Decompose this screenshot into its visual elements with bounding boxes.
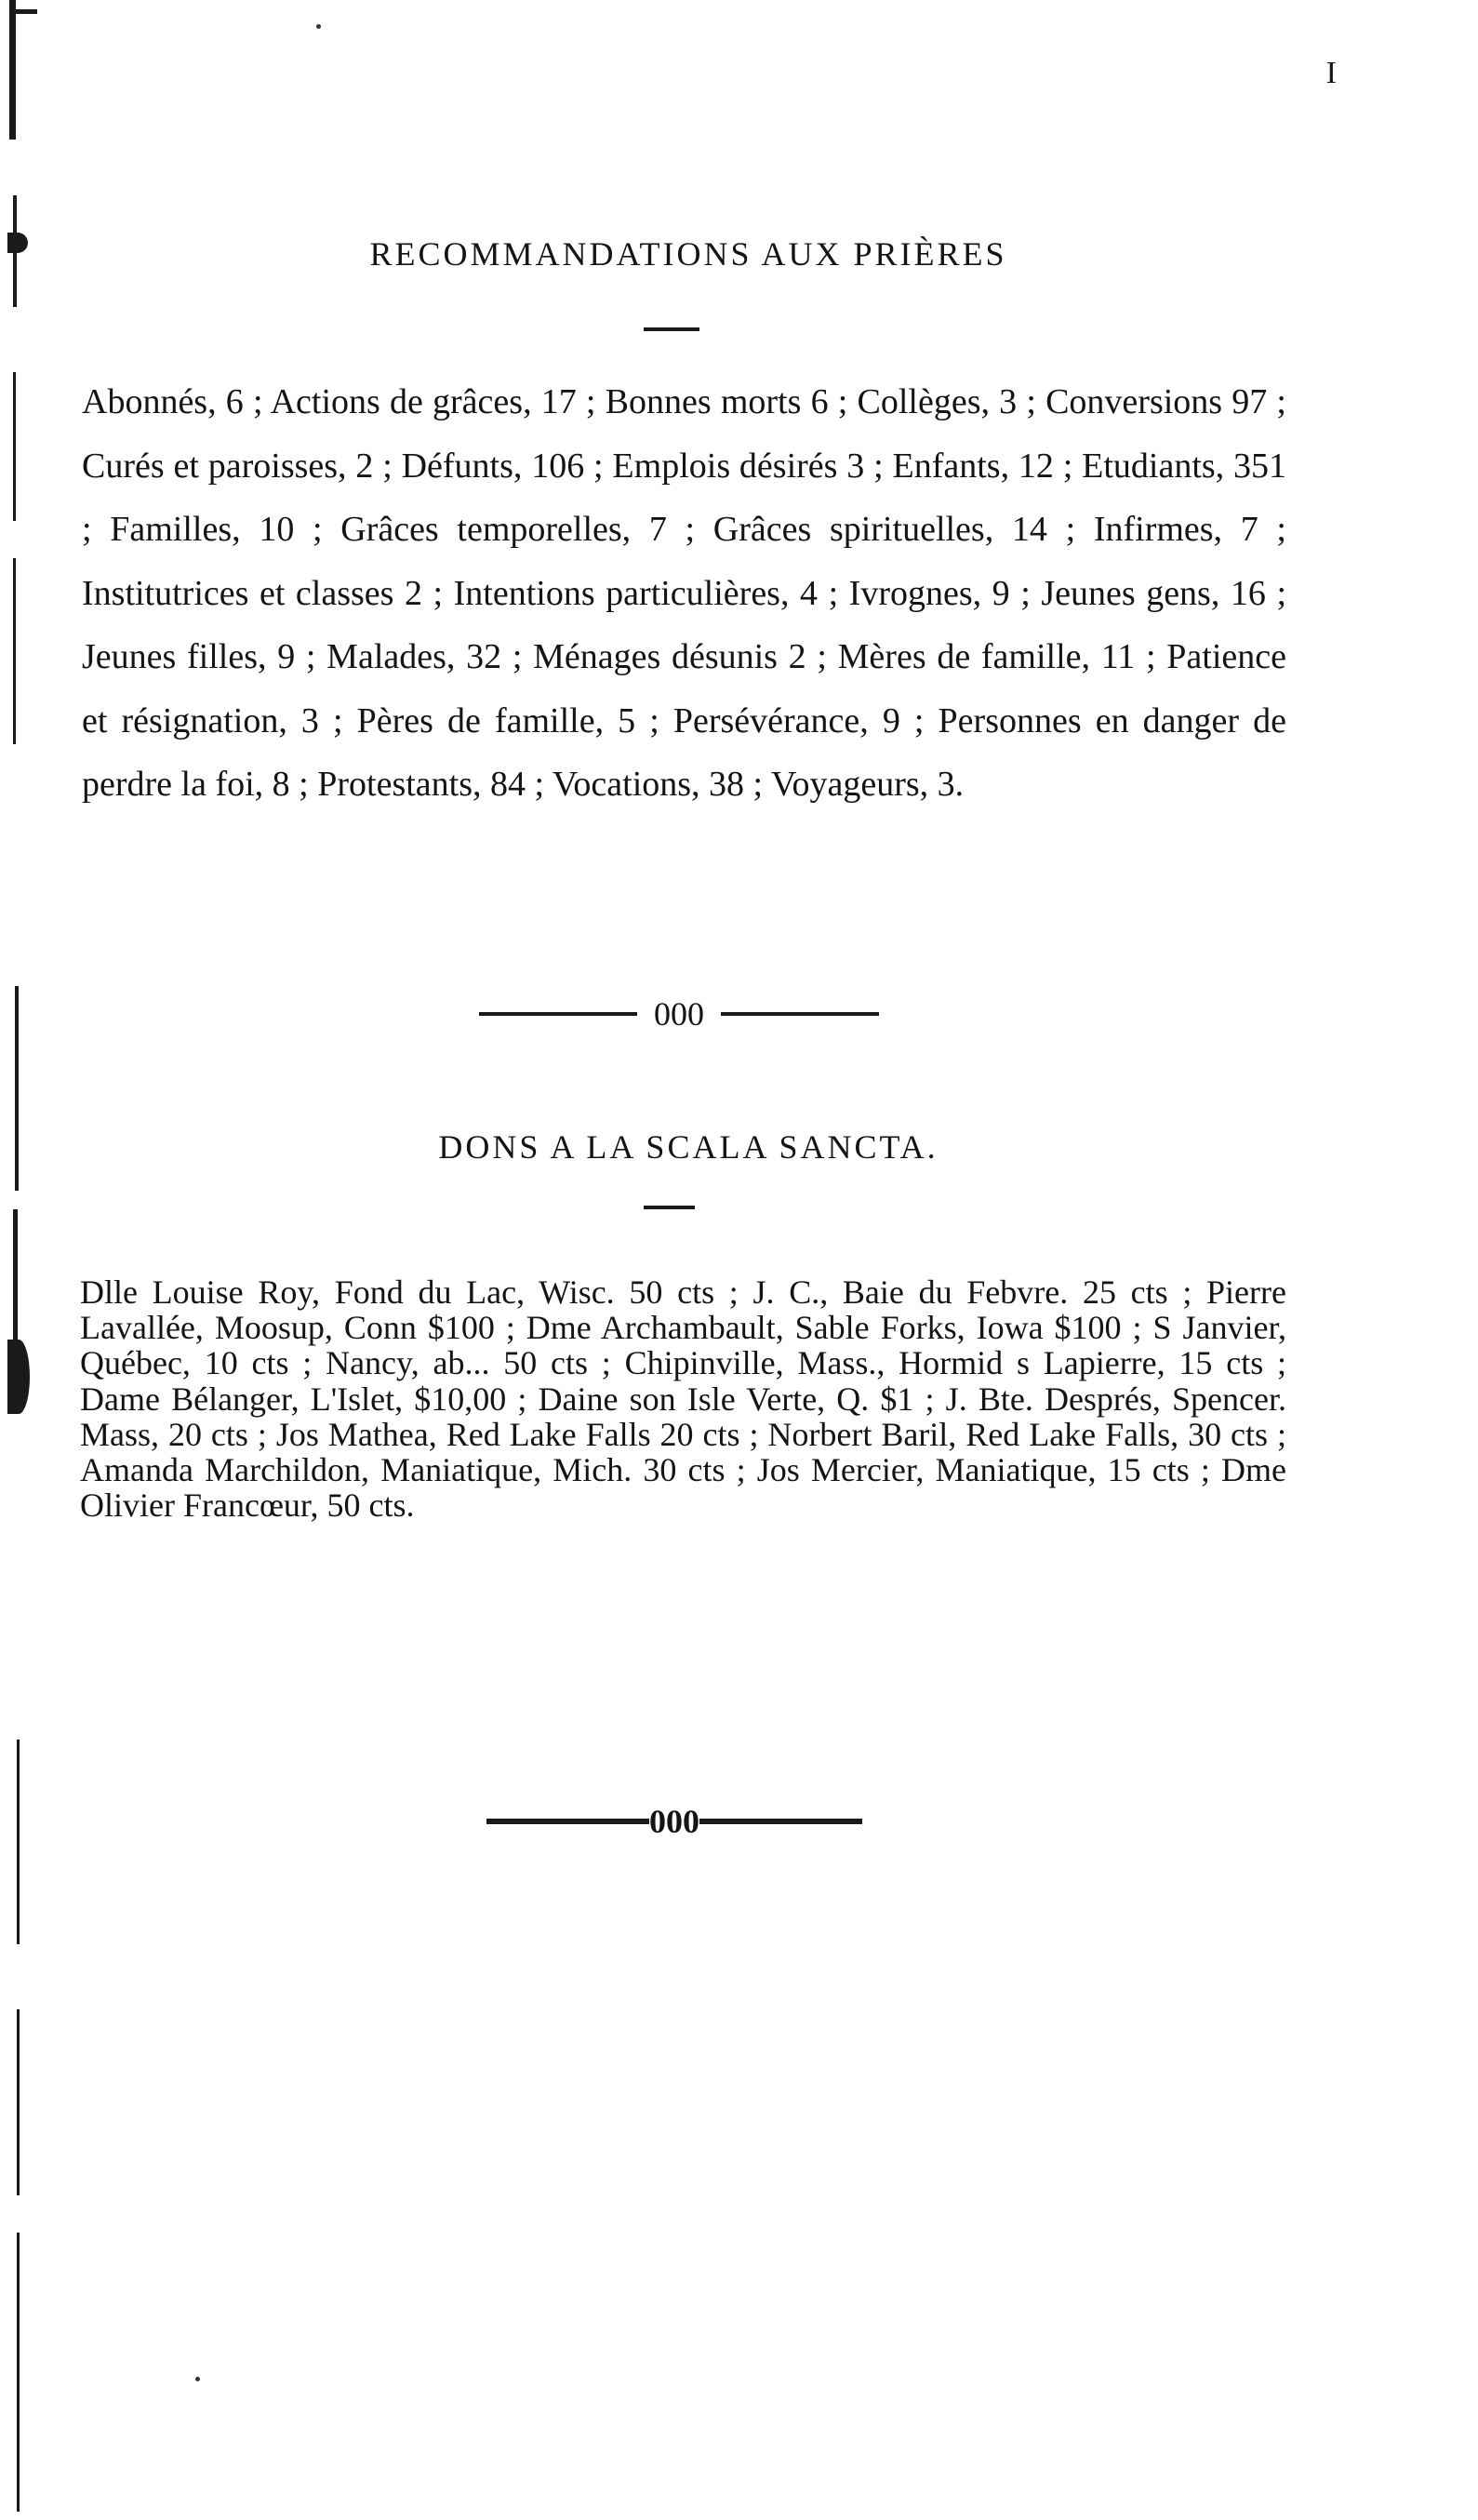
separator-rule-left — [486, 1819, 649, 1824]
separator-label: 000 — [654, 995, 704, 1033]
heading-dash — [644, 327, 699, 331]
ink-speck — [195, 2377, 200, 2381]
dons-paragraph: Dlle Louise Roy, Fond du Lac, Wisc. 50 cts ; J. C., Baie du Febvre. 25 cts ; Pierre Lavallée, Moosup, Conn $100 ; Dme Archambault, Sable Forks, Iowa $100 ; S Janvier, Québec, 10 cts ; Nancy, ab... 50 cts ; Chipinville, Mass., Hormid s Lapierre, 15 cts ; Dame Bélanger, L'Islet, $10,00 ; Daine son Isle Verte, Q. $1 ; J. Bte. Després, Spencer. Mass, 20 cts ; Jos Mathea, Red Lake Falls 20 cts ; Norbert Baril, Red Lake Falls, 30 cts ; Amanda Marchildon, Maniatique, Mich. 30 cts ; Jos Mercier, Maniatique, 15 cts ; Dme Olivier Francœur, 50 cts. — [80, 1273, 1286, 1525]
recommandations-heading: RECOMMANDATIONS AUX PRIÈRES — [369, 235, 1007, 273]
ink-speck — [316, 24, 321, 29]
section-separator — [446, 995, 912, 1033]
separator-label: 000 — [649, 1803, 699, 1840]
page-number: I — [1325, 56, 1337, 90]
separator-rule-right — [699, 1819, 862, 1824]
recommandations-paragraph: Abonnés, 6 ; Actions de grâces, 17 ; Bonnes morts 6 ; Collèges, 3 ; Conversions 97 ; Curés et paroisses, 2 ; Défunts, 106 ; Emplois désirés 3 ; Enfants, 12 ; Etudiants, 351 ; Familles, 10 ; Grâces temporelles, 7 ; Grâces spirituelles, 14 ; Infirmes, 7 ; Institutrices et classes 2 ; Intentions particulières, 4 ; Ivrognes, 9 ; Jeunes gens, 16 ; Jeunes filles, 9 ; Malades, 32 ; Ménages désunis 2 ; Mères de famille, 11 ; Patience et résignation, 3 ; Pères de famille, 5 ; Persévérance, 9 ; Personnes en danger de perdre la foi, 8 ; Protestants, 84 ; Vocations, 38 ; Voyageurs, 3. — [82, 382, 1286, 804]
separator-rule-right — [721, 1012, 879, 1016]
closing-separator — [465, 1803, 884, 1840]
separator-rule-left — [479, 1012, 637, 1016]
heading-dash — [644, 1206, 695, 1209]
binding-edge — [0, 0, 56, 2520]
scala-sancta-heading: DONS A LA SCALA SANCTA. — [438, 1128, 939, 1166]
